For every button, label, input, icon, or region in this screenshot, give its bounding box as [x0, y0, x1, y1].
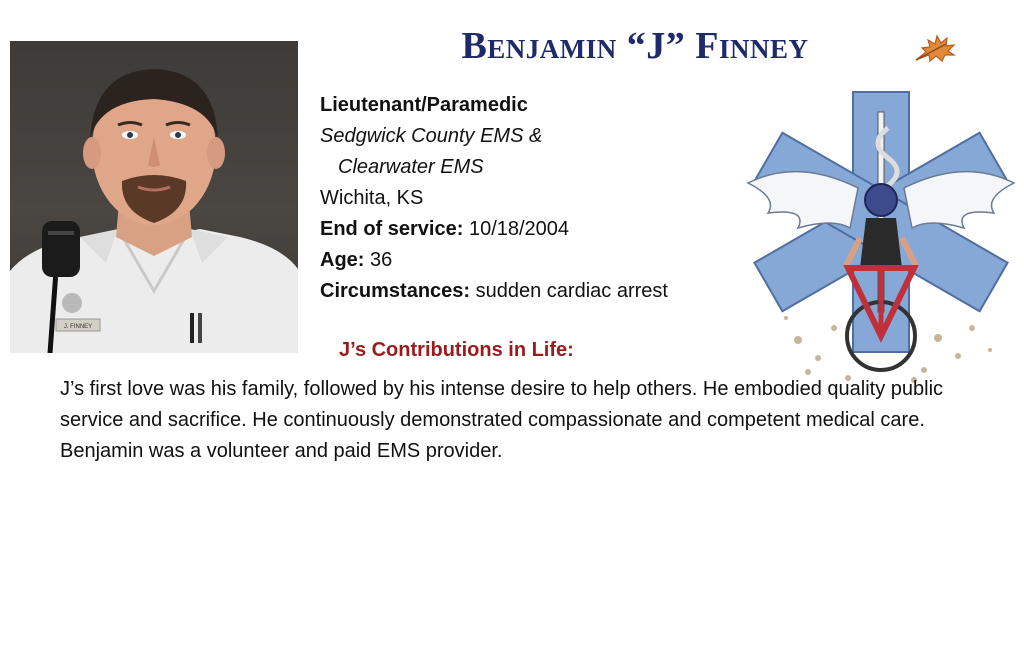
end-of-service-label: End of service: [320, 218, 464, 240]
location: Wichita, KS [320, 187, 424, 209]
portrait-photo [10, 41, 298, 353]
oak-leaf-icon [912, 30, 958, 66]
age-label: Age: [320, 249, 365, 271]
agency-line-2: Clearwater EMS [338, 156, 484, 178]
circumstances-value: sudden cardiac arrest [475, 280, 668, 302]
age-row [320, 245, 668, 276]
age-value: 36 [370, 249, 393, 271]
name-tag-text: J. FINNEY [63, 324, 93, 330]
contributions-text: J’s first love was his family, followed by his intense desire to help others. He embodied quality public service and sacrifice. He continuously demonstrated compassionate and competent medical care. Benjamin was a volunteer and paid EMS provider. [60, 378, 944, 462]
circumstances-row [320, 276, 668, 307]
end-of-service-value: 10/18/2004 [468, 218, 570, 240]
rank: Lieutenant/Paramedic [320, 94, 528, 116]
end-of-service-row [320, 214, 668, 245]
star-of-life-cyclist-illustration [738, 88, 1024, 388]
agency-line-1: Sedgwick County EMS & [320, 125, 543, 147]
circumstances-label: Circumstances: [320, 280, 471, 302]
page-title: Benjamin “J” Finney [461, 25, 809, 67]
contributions-heading: J’s Contributions in Life: [339, 339, 574, 361]
profile-details [320, 90, 668, 307]
